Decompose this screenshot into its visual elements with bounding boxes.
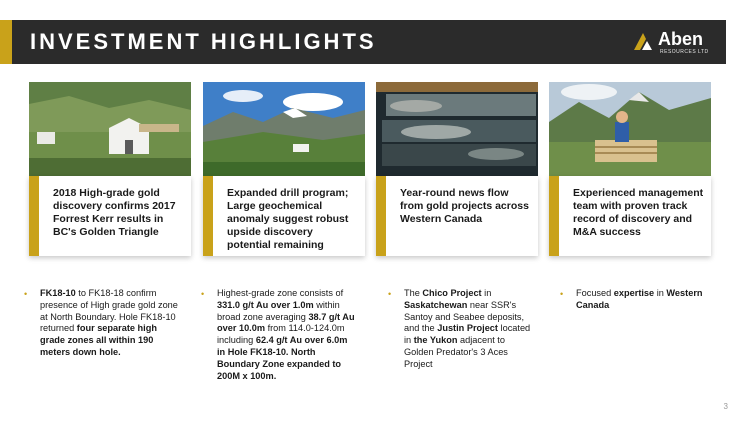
card-caption: [29, 176, 191, 256]
bullet-text-run: Justin Project: [437, 323, 498, 334]
bullet-marker: •: [560, 289, 564, 299]
bullet-text-run: Western Canada: [576, 288, 703, 310]
card-caption-text: Experienced management team with proven track record of discovery and M&A success: [573, 187, 704, 238]
card-caption-text: Expanded drill program; Large geochemical anomaly suggest robust upside discovery potential remaining: [227, 187, 349, 251]
bullet-text-run: 38.7 g/t Au over 10.0m: [217, 311, 355, 334]
company-logo: [632, 28, 714, 58]
card-caption: [549, 176, 711, 256]
bullet-text: [217, 288, 357, 382]
caption-accent-bar: [29, 176, 39, 256]
page-number: 3: [723, 402, 728, 411]
bullet-text-run: located in: [404, 323, 531, 346]
caption-accent-bar: [376, 176, 386, 256]
page-title: INVESTMENT HIGHLIGHTS: [30, 29, 377, 54]
bullet-text: [404, 288, 534, 371]
caption-accent-bar: [203, 176, 213, 256]
bullet-marker: •: [388, 289, 392, 299]
bullet-text-run: adjacent to Golden Predator's 3 Aces Project: [404, 335, 508, 369]
mountain-valley-photo: [203, 82, 365, 176]
logo-subtitle: RESOURCES LTD: [660, 49, 709, 55]
caption-accent-bar: [549, 176, 559, 256]
bullet-text-run: FK18-10: [40, 288, 76, 298]
logo-name: Aben: [658, 29, 703, 49]
bullet-text-run: expertise: [613, 288, 655, 298]
title-accent-bar: [0, 20, 12, 64]
bullet-marker: •: [201, 289, 205, 299]
aben-logo-icon: [632, 30, 654, 52]
bullet-text-run: in: [654, 288, 667, 298]
bullet-text-run: within broad zone averaging: [217, 299, 340, 322]
bullet-text-run: near SSR's Santoy and Seabee deposits, and the: [404, 299, 525, 334]
bullet-text: [40, 288, 184, 359]
bullet-text-run: 62.4 g/t Au over 6.0m in Hole FK18-10. North Boundary Zone expanded to 200M x 100m.: [217, 335, 348, 381]
card-caption: [376, 176, 538, 256]
bullet-text-run: Focused: [576, 288, 614, 298]
bullet-text-run: in: [481, 288, 492, 298]
bullet-text-run: 331.0 g/t Au over 1.0m: [217, 299, 314, 310]
bullet-text-run: the Yukon: [413, 335, 458, 346]
bullet-text-run: The: [404, 288, 423, 298]
bullet-text-run: Chico Project: [422, 288, 482, 298]
bullet-text-run: to FK18-18 confirm presence of High grade gold zone at North Boundary. Hole FK18-10 returned: [40, 288, 178, 334]
bullet-text-run: Saskatchewan: [404, 299, 468, 310]
card-caption-text: Year-round news flow from gold projects across Western Canada: [400, 187, 529, 225]
camp-buildings-photo: [29, 82, 191, 176]
bullet-text-run: four separate high grade zones all within 190 meters down hole.: [40, 323, 157, 357]
card-caption-text: 2018 High-grade gold discovery confirms 2017 Forrest Kerr results in BC's Golden Triangle: [53, 187, 176, 238]
bullet-marker: •: [24, 289, 28, 299]
bullet-text-run: Highest-grade zone consists of: [217, 288, 344, 298]
card-caption: [203, 176, 365, 256]
drill-core-photo: [376, 82, 538, 176]
geologist-core-photo: [549, 82, 711, 176]
title-bar: [0, 20, 726, 64]
bullet-text-run: from 114.0-124.0m including: [217, 323, 345, 346]
bullet-text: [576, 288, 706, 312]
